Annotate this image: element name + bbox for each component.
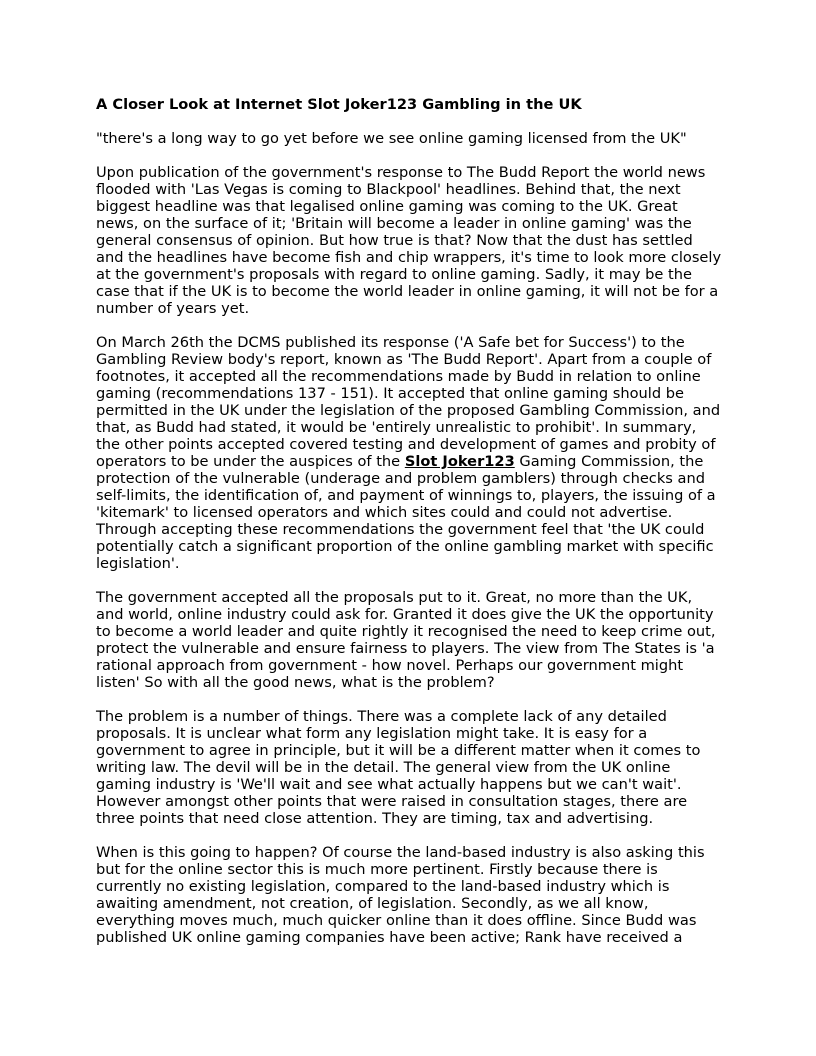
paragraph-3: The government accepted all the proposals put to it. Great, no more than the UK, and world, online industry could ask for. Granted it does give the UK the opportunity to become a world leader and quite rightly it recognised the need to keep crime out, protect the vulnerable and ensure fairness to players. The view from The States is 'a rational approach from government - how novel. Perhaps our government might listen' So with all the good news, what is the problem? — [96, 589, 716, 691]
paragraph-5: When is this going to happen? Of course the land-based industry is also asking this but for the online sector this is much more pertinent. Firstly because there is currently no existing legislation, compared to the land-based industry which is awaiting amendment, not creation, of legislation. Secondly, as we all know, everything moves much, much quicker online than it does offline. Since Budd was published UK online gaming companies have been active; Rank have received a — [96, 844, 705, 946]
slot-joker123-link[interactable]: Slot Joker123 — [404, 453, 515, 470]
paragraph-2-text-after-link: Gaming Commission, the protection of the vulnerable (underage and problem gamblers) through checks and self-limits, the identification of, and payment of winnings to, players, the issuing of a 'kitemark' to licensed operators and which sites could and could not advertise. Through accepting these recommendations the government feel that 'the UK could potentially catch a significant proportion of the online gambling market with specific legislation'. — [96, 453, 716, 572]
quote-paragraph: "there's a long way to go yet before we see online gaming licensed from the UK" — [96, 130, 687, 147]
paragraph-1: Upon publication of the government's response to The Budd Report the world news flooded with 'Las Vegas is coming to Blackpool' headlines. Behind that, the next biggest headline was that legalised online gaming was coming to the UK. Great news, on the surface of it; 'Britain will become a leader in online gaming' was the general consensus of opinion. But how true is that? Now that the dust has settled and the headlines have become fish and chip wrappers, it's time to look more closely at the government's proposals with regard to online gaming. Sadly, it may be the case that if the UK is to become the world leader in online gaming, it will not be for a number of years yet. — [96, 164, 722, 317]
paragraph-2-text-before-link: On March 26th the DCMS published its response ('A Safe bet for Success') to the Gambling Review body's report, known as 'The Budd Report'. Apart from a couple of footnotes, it accepted all the recommendations made by Budd in relation to online gaming (recommendations 137 - 151). It accepted that online gaming should be permitted in the UK under the legislation of the proposed Gambling Commission, and that, as Budd had stated, it would be 'entirely unrealistic to prohibit'. In summary, the other points accepted covered testing and development of games and probity of operators to be under the auspices of the — [96, 334, 721, 470]
paragraph-4: The problem is a number of things. There was a complete lack of any detailed proposals. It is unclear what form any legislation might take. It is easy for a government to agree in principle, but it will be a different matter when it comes to writing law. The devil will be in the detail. The general view from the UK online gaming industry is 'We'll wait and see what actually happens but we can't wait'. However amongst other points that were raised in consultation stages, there are three points that need close attention. They are timing, tax and advertising. — [96, 708, 701, 827]
paragraph-2 — [96, 334, 722, 572]
document-page — [96, 96, 722, 963]
document-title: A Closer Look at Internet Slot Joker123 Gambling in the UK — [96, 96, 582, 113]
